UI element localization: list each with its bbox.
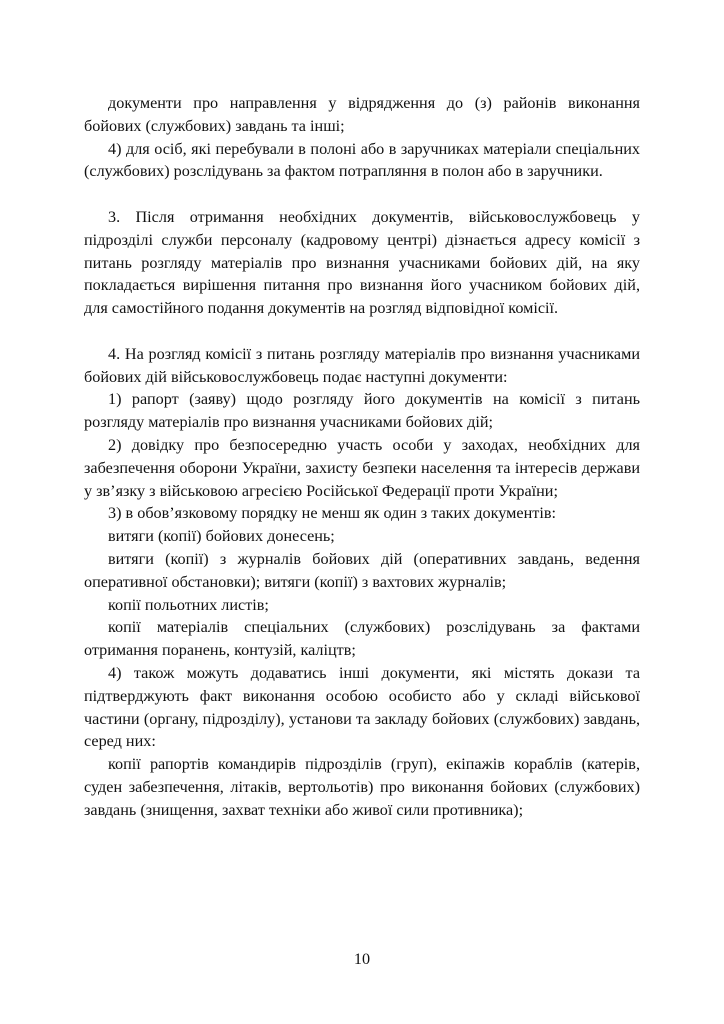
paragraph-mission-documents: документи про направлення у відрядження до (з) районів виконання бойових (службових) завдань та інші; [84,94,640,135]
list-item-commander-reports: копії рапортів командирів підрозділів (груп), екіпажів кораблів (катерів, суден забезпечення, літаків, вертольотів) про виконання бойових (службових) завдань (знищення, захват техніки або живої сили противника); [84,755,640,819]
list-item-investigation-materials: копії матеріалів спеціальних (службових) розслідувань за фактами отримання поранень, контузій, каліцтв; [84,618,640,660]
paragraph-captivity-materials: 4) для осіб, які перебували в полоні або в заручниках матеріали спеціальних (службових) розслідувань за фактом потрапляння в полон або в заручники. [84,139,640,181]
paragraph-spacer [84,320,640,343]
list-item-mandatory-documents: 3) в обов’язковому порядку не менш як один з таких документів: [108,504,556,523]
list-item-combat-logs: витяги (копії) з журналів бойових дій (оперативних завдань, ведення оперативної обстановки); витяги (копії) з вахтових журналів; [84,549,640,591]
list-item-combat-reports: витяги (копії) бойових донесень; [108,527,335,546]
list-item-flight-sheets: копії польотних листів; [108,595,269,614]
paragraph-section-4: 4. На розгляд комісії з питань розгляду матеріалів про визнання учасниками бойових дій військовослужбовець подає наступні документи: [84,344,640,386]
list-item-report: 1) рапорт (заяву) щодо розгляду його документів на комісії з питань розгляду матеріалів про визнання учасниками бойових дій; [84,390,640,432]
paragraph-section-3: 3. Після отримання необхідних документів, військовослужбовець у підрозділі служби персоналу (кадровому центрі) дізнається адресу комісії з питань розгляду матеріалів про визнання учасниками бойових дій, на яку покладається вирішення питання про визнання його учасником бойових дій, для самостійного подання документів на розгляд відповідної комісії. [84,207,640,318]
list-item-additional-documents: 4) також можуть додаватись інші документи, які містять докази та підтверджують факт виконання особою особисто або у складі військової частини (органу, підрозділу), установи та закладу бойових (службових) завдань, серед них: [84,663,640,751]
page-body [84,92,640,822]
list-item-certificate: 2) довідку про безпосередню участь особи у заходах, необхідних для забезпечення оборони України, захисту безпеки населення та інтересів держави у зв’язку з військовою агресією Російської Федерації проти України; [84,435,640,500]
paragraph-spacer [84,183,640,206]
page-number: 10 [353,950,371,968]
